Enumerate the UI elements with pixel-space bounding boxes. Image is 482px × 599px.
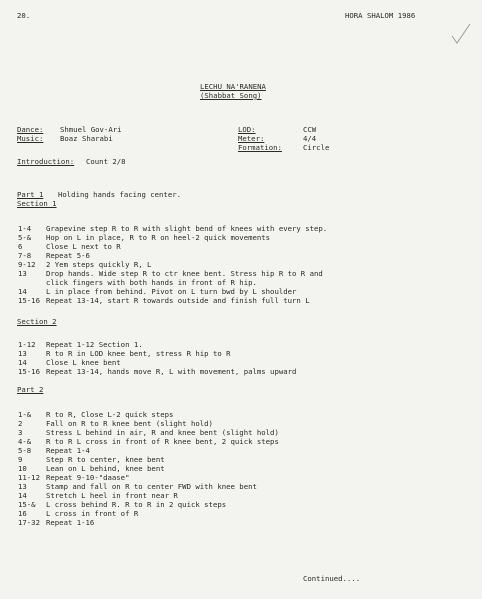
step-text: 2 Yem steps quickly R, L [46, 260, 152, 269]
part2-label: Part 2 [17, 385, 44, 394]
step-count: 10 [18, 464, 27, 473]
step-text: Close L knee bent [46, 358, 121, 367]
check-mark-icon [450, 22, 472, 46]
step-row [0, 368, 482, 377]
dance-title: LECHU NA'RANENA [200, 82, 266, 91]
page-number: 20. [17, 11, 31, 20]
step-text: L cross behind R. R to R in 2 quick steps [46, 500, 227, 509]
step-text: Repeat 1-4 [46, 446, 90, 455]
step-count: 2 [18, 419, 23, 428]
dance-label: Dance: [17, 125, 44, 134]
step-count: 9-12 [18, 260, 36, 269]
step-count: 13 [18, 269, 27, 278]
step-count: 14 [18, 358, 27, 367]
section1-label: Section 1 [17, 199, 57, 208]
step-text: L cross in front of R [46, 509, 139, 518]
step-text: Lean on L behind, knee bent [46, 464, 165, 473]
step-count: 1-& [18, 410, 32, 419]
step-text-continued: click fingers with both hands in front of R hip. [46, 278, 257, 287]
formation-value: Circle [303, 143, 330, 152]
part1-label: Part 1 [17, 190, 44, 199]
step-row [0, 270, 482, 288]
lod-value: CCW [303, 125, 317, 134]
step-text: Repeat 1-16 [46, 518, 95, 527]
step-text: Fall on R to R knee bent (slight hold) [46, 419, 213, 428]
step-count: 16 [18, 509, 27, 518]
step-count: 13 [18, 482, 27, 491]
step-text: Step R to center, knee bent [46, 455, 165, 464]
step-text: Close L next to R [46, 242, 121, 251]
music-value: Boaz Sharabi [60, 134, 113, 143]
step-count: 7-8 [18, 251, 32, 260]
section2-label: Section 2 [17, 317, 57, 326]
step-text: L in place from behind. Pivot on L turn bwd by L shoulder [46, 287, 297, 296]
meter-value: 4/4 [303, 134, 317, 143]
step-count: 3 [18, 428, 23, 437]
step-count: 1-12 [18, 340, 36, 349]
publication-title: HORA SHALOM 1986 [345, 11, 416, 20]
step-count: 15-16 [18, 296, 40, 305]
step-count: 5-& [18, 233, 32, 242]
dance-subtitle: (Shabbat Song) [200, 91, 262, 100]
meter-label: Meter: [238, 134, 265, 143]
step-text: Repeat 9-10-"daase" [46, 473, 130, 482]
step-text: R to R L cross in front of R knee bent, 2 quick steps [46, 437, 279, 446]
step-count: 4-& [18, 437, 32, 446]
step-text: Hop on L in place, R to R on heel-2 quick movements [46, 233, 271, 242]
step-text: Repeat 5-6 [46, 251, 90, 260]
step-count: 15-16 [18, 367, 40, 376]
introduction-value: Count 2/8 [86, 157, 126, 166]
part1-description: Holding hands facing center. [58, 190, 182, 199]
lod-label: LOD: [238, 125, 256, 134]
step-count: 14 [18, 491, 27, 500]
step-row [0, 519, 482, 528]
step-count: 9 [18, 455, 23, 464]
formation-label: Formation: [238, 143, 282, 152]
step-text: Stretch L heel in front near R [46, 491, 178, 500]
step-text: R to R in LOD knee bent, stress R hip to R [46, 349, 231, 358]
introduction-label: Introduction: [17, 157, 75, 166]
step-count: 17-32 [18, 518, 40, 527]
step-count: 1-4 [18, 224, 32, 233]
step-text: Stress L behind in air, R and knee bent (slight hold) [46, 428, 279, 437]
continued-note: Continued.... [303, 574, 361, 583]
step-count: 5-8 [18, 446, 32, 455]
step-row [0, 297, 482, 306]
music-label: Music: [17, 134, 44, 143]
step-text: Drop hands. Wide step R to ctr knee bent. Stress hip R to R and [46, 269, 323, 278]
step-text: Grapevine step R to R with slight bend of knees with every step. [46, 224, 328, 233]
step-count: 11-12 [18, 473, 40, 482]
dance-value: Shmuel Gov-Ari [60, 125, 122, 134]
step-count: 6 [18, 242, 23, 251]
step-text: Repeat 13-14, start R towards outside and finish full turn L [46, 296, 310, 305]
step-text: Stamp and fall on R to center FWD with knee bent [46, 482, 257, 491]
step-text: Repeat 13-14, hands move R, L with movement, palms upward [46, 367, 297, 376]
step-count: 15-& [18, 500, 36, 509]
step-count: 14 [18, 287, 27, 296]
step-count: 13 [18, 349, 27, 358]
step-text: Repeat 1-12 Section 1. [46, 340, 143, 349]
step-text: R to R, Close L-2 quick steps [46, 410, 174, 419]
